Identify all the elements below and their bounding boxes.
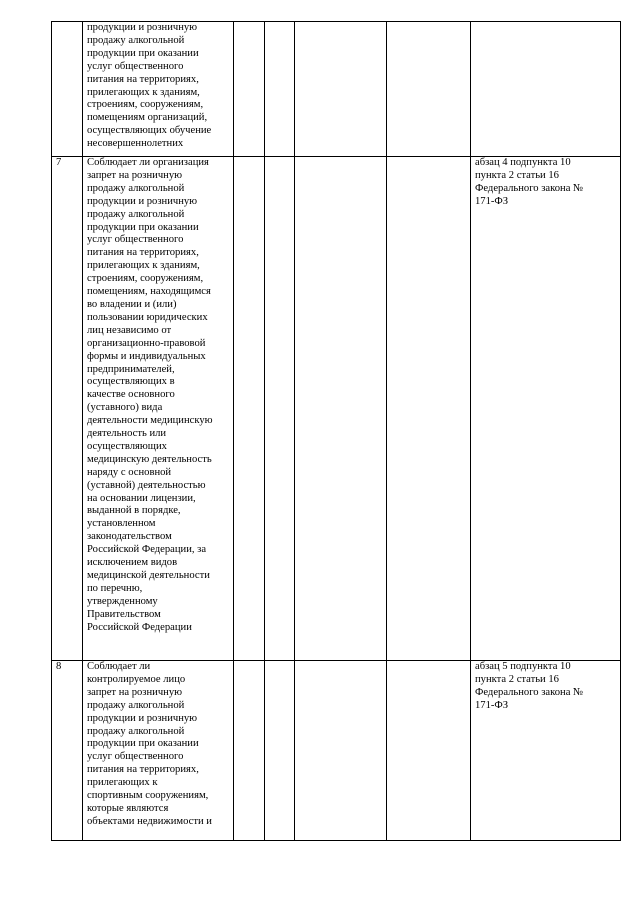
note-cell[interactable] <box>387 661 471 841</box>
answer-no-cell[interactable] <box>265 661 295 841</box>
checklist-table <box>51 21 621 841</box>
answer-not-applicable-cell[interactable] <box>295 157 387 661</box>
note-cell[interactable] <box>387 157 471 661</box>
legal-reference-cell: абзац 5 подпункта 10 пункта 2 статьи 16 Федерального закона № 171-ФЗ <box>471 661 621 841</box>
row-number-cell: 8 <box>52 661 83 841</box>
answer-yes-cell[interactable] <box>234 661 265 841</box>
answer-not-applicable-cell[interactable] <box>295 22 387 157</box>
answer-not-applicable-cell[interactable] <box>295 661 387 841</box>
answer-no-cell[interactable] <box>265 157 295 661</box>
answer-yes-cell[interactable] <box>234 22 265 157</box>
note-cell[interactable] <box>387 22 471 157</box>
legal-reference-cell <box>471 22 621 157</box>
requirement-question-cell: Соблюдает ли организация запрет на розничную продажу алкогольной продукции и розничную продажу алкогольной продукции при оказании услуг общественного питания на территориях, прилегающих к зданиям, строениям, сооружениям, помещениям, находящимся во владении и (или) пользовании юридических лиц независимо от организационно-правовой формы и индивидуальных предпринимателей, осуществляющих в качестве основного (уставного) вида деятельности медицинскую деятельность или осуществляющих медицинскую деятельность наряду с основной (уставной) деятельностью на основании лицензии, выданной в порядке, установленном законодательством Российской Федерации, за исключением видов медицинской деятельности по перечню, утвержденному Правительством Российской Федерации <box>83 157 234 661</box>
requirement-question-cell: Соблюдает ли контролируемое лицо запрет на розничную продажу алкогольной продукции и розничную продажу алкогольной продукции при оказании услуг общественного питания на территориях, прилегающих к спортивным сооружениям, которые являются объектами недвижимости и <box>83 661 234 841</box>
table-row <box>52 22 621 157</box>
row-number-cell: 7 <box>52 157 83 661</box>
requirement-question-cell: продукции и розничную продажу алкогольной продукции при оказании услуг общественного питания на территориях, прилегающих к зданиям, строениям, сооружениям, помещениям организаций, осуществляющих обучение несовершеннолетних <box>83 22 234 157</box>
answer-yes-cell[interactable] <box>234 157 265 661</box>
table-row <box>52 157 621 661</box>
answer-no-cell[interactable] <box>265 22 295 157</box>
row-number-cell <box>52 22 83 157</box>
table-row <box>52 661 621 841</box>
legal-reference-cell: абзац 4 подпункта 10 пункта 2 статьи 16 Федерального закона № 171-ФЗ <box>471 157 621 661</box>
